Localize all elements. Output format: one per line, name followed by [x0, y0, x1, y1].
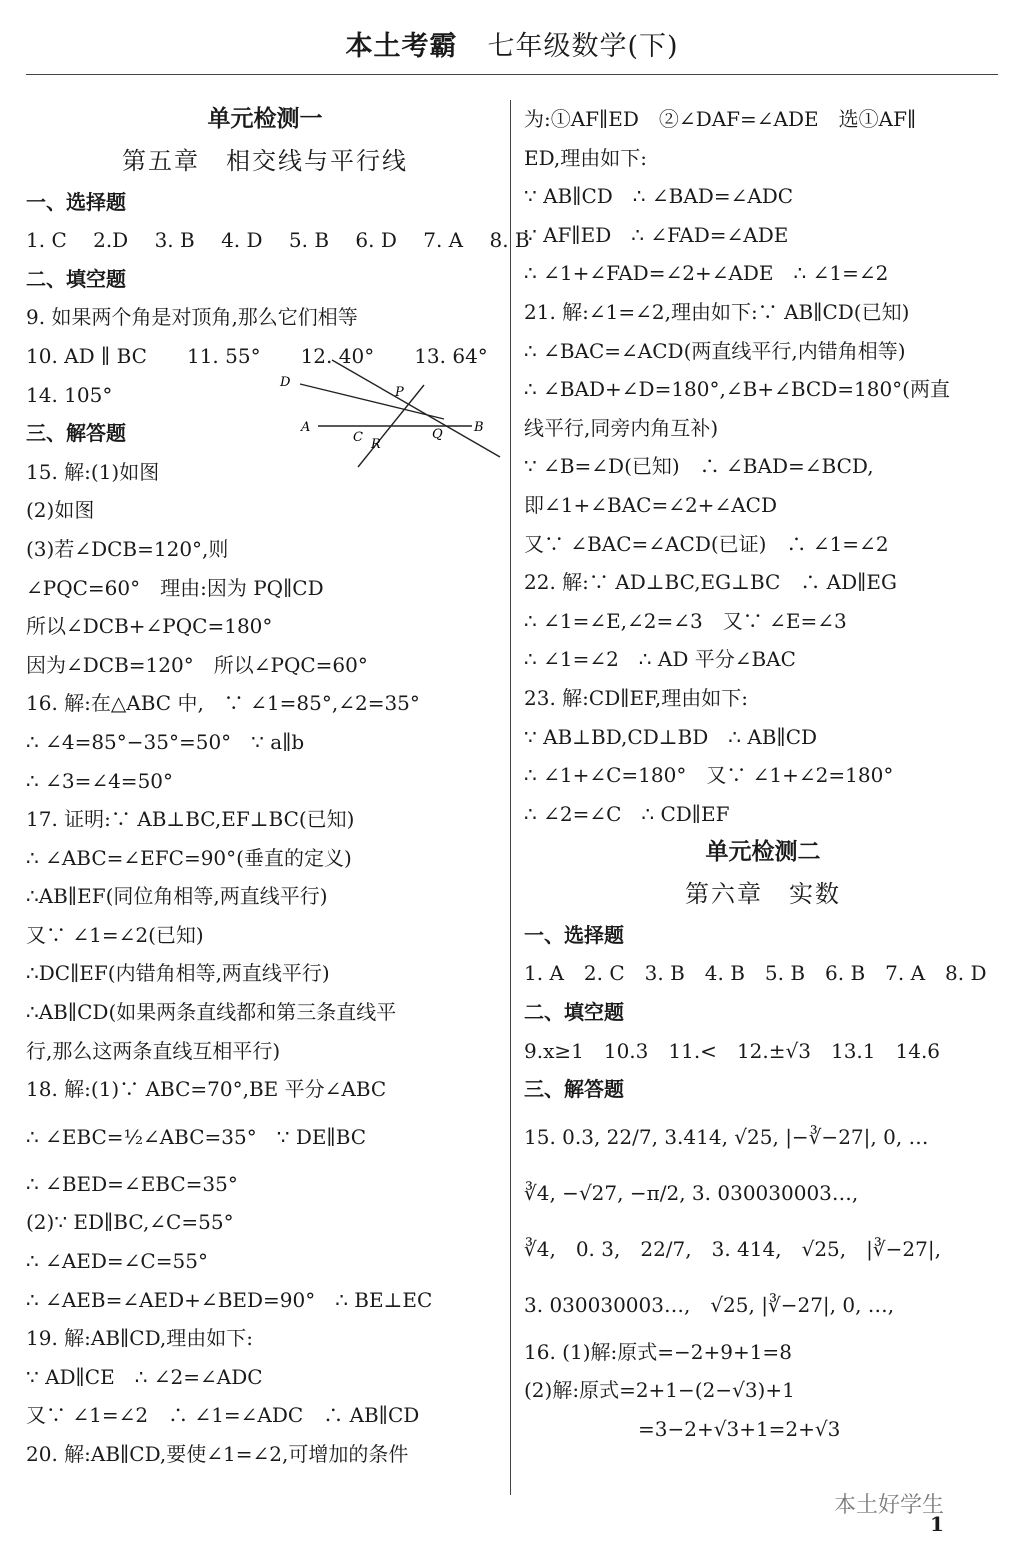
answer-line: ∴ ∠BAC=∠ACD(两直线平行,内错角相等) — [524, 338, 906, 363]
answer-line: 17. 证明:∵ AB⊥BC,EF⊥BC(已知) — [26, 807, 355, 832]
answer-line: ∴ ∠ABC=∠EFC=90°(垂直的定义) — [26, 845, 352, 870]
answer-line: 又∵ ∠1=∠2 ∴ ∠1=∠ADC ∴ AB∥CD — [26, 1403, 420, 1428]
answer-line: 1. C 2.D 3. B 4. D 5. B 6. D 7. A 8. B — [26, 228, 530, 253]
section-heading: 二、填空题 — [524, 1000, 624, 1025]
answer-line: 21. 解:∠1=∠2,理由如下:∵ AB∥CD(已知) — [524, 299, 910, 324]
answer-line: 9. 如果两个角是对顶角,那么它们相等 — [26, 305, 358, 330]
answer-line: ∴ ∠BAD+∠D=180°,∠B+∠BCD=180°(两直 — [524, 377, 950, 402]
fig-label-d: D — [280, 375, 291, 390]
answer-line: ∴ ∠1=∠E,∠2=∠3 又∵ ∠E=∠3 — [524, 608, 847, 633]
left-column — [26, 100, 530, 1474]
answer-line: ∠PQC=60° 理由:因为 PQ∥CD — [26, 575, 324, 600]
fig-label-r: R — [371, 437, 381, 452]
answer-line: ∵ AF∥ED ∴ ∠FAD=∠ADE — [524, 222, 789, 247]
right-column — [524, 100, 1002, 1449]
answer-line: ∴ ∠1+∠FAD=∠2+∠ADE ∴ ∠1=∠2 — [524, 261, 889, 286]
answer-line: 行,那么这两条直线互相平行) — [26, 1038, 281, 1063]
answer-line: ∛4, 0. 3, 22/7, 3. 414, √25, |∛−27|, — [524, 1236, 941, 1261]
answer-line: =3−2+√3+1=2+√3 — [638, 1417, 841, 1442]
answer-line: ∴ ∠BED=∠EBC=35° — [26, 1171, 238, 1196]
answer-line: 23. 解:CD∥EF,理由如下: — [524, 685, 748, 710]
answer-line: 1. A 2. C 3. B 4. B 5. B 6. B 7. A 8. D — [524, 961, 987, 986]
answer-line: 线平行,同旁内角互补) — [524, 415, 719, 440]
answer-line: 14. 105° — [26, 382, 113, 407]
answer-line: ∛4, −√27, −π/2, 3. 030030003…, — [524, 1180, 859, 1205]
answer-line: ∴ ∠2=∠C ∴ CD∥EF — [524, 801, 730, 826]
answer-line: (2)解:原式=2+1−(2−√3)+1 — [524, 1378, 795, 1403]
fig-label-q: Q — [432, 427, 443, 442]
answer-line: ∴ ∠1+∠C=180° 又∵ ∠1+∠2=180° — [524, 763, 894, 788]
page-number: 1 — [930, 1512, 944, 1536]
answer-line: (2)∵ ED∥BC,∠C=55° — [26, 1210, 234, 1235]
answer-line: (2)如图 — [26, 498, 95, 523]
answer-line: 20. 解:AB∥CD,要使∠1=∠2,可增加的条件 — [26, 1442, 409, 1466]
fig-label-c: C — [353, 430, 363, 445]
answer-line: ∴ ∠AEB=∠AED+∠BED=90° ∴ BE⊥EC — [26, 1287, 433, 1312]
section-heading: 三、解答题 — [524, 1077, 624, 1102]
section-heading: 二、填空题 — [26, 266, 126, 291]
fig-label-a: A — [301, 420, 311, 435]
answer-line: ∴DC∥EF(内错角相等,两直线平行) — [26, 961, 330, 986]
answer-line: ∴ ∠3=∠4=50° — [26, 768, 174, 793]
fig-label-b: B — [474, 420, 484, 435]
answer-line: 3. 030030003…, √25, |∛−27|, 0, …, — [524, 1292, 895, 1317]
answer-line: ∴AB∥EF(同位角相等,两直线平行) — [26, 884, 328, 909]
answer-line: 16. 解:在△ABC 中, ∵ ∠1=85°,∠2=35° — [26, 691, 420, 716]
answer-line: ∴ ∠AED=∠C=55° — [26, 1249, 208, 1274]
answer-line: 又∵ ∠1=∠2(已知) — [26, 922, 204, 947]
answer-line: 9.x≥1 10.3 11.< 12.±√3 13.1 14.6 — [524, 1038, 941, 1063]
answer-line: ∴AB∥CD(如果两条直线都和第三条直线平 — [26, 1000, 397, 1025]
chapter-title: 第五章 相交线与平行线 — [122, 146, 408, 175]
unit-title: 单元检测二 — [705, 839, 821, 866]
answer-line: 16. (1)解:原式=−2+9+1=8 — [524, 1339, 792, 1364]
answer-line: 因为∠DCB=120° 所以∠PQC=60° — [26, 652, 368, 677]
answer-line: 22. 解:∵ AD⊥BC,EG⊥BC ∴ AD∥EG — [524, 570, 897, 595]
column-divider — [510, 100, 511, 1495]
section-heading: 一、选择题 — [524, 922, 624, 947]
answer-line: 15. 解:(1)如图 — [26, 459, 160, 484]
answer-line: 19. 解:AB∥CD,理由如下: — [26, 1326, 254, 1351]
book-title: 本土考霸 — [345, 31, 458, 62]
line-d — [300, 384, 444, 419]
fig-label-p: P — [395, 385, 404, 400]
answer-line: 18. 解:(1)∵ ABC=70°,BE 平分∠ABC — [26, 1077, 387, 1102]
answer-line: ∵ AB∥CD ∴ ∠BAD=∠ADC — [524, 184, 794, 209]
answer-line: ED,理由如下: — [524, 145, 648, 170]
answer-line: ∴ ∠EBC=½∠ABC=35° ∵ DE∥BC — [26, 1124, 367, 1149]
unit-title: 单元检测一 — [207, 106, 323, 132]
page-header — [0, 24, 1024, 63]
section-heading: 一、选择题 — [26, 189, 126, 214]
answer-line: 即∠1+∠BAC=∠2+∠ACD — [524, 492, 777, 517]
chapter-title: 第六章 实数 — [685, 879, 841, 908]
answer-line: 又∵ ∠BAC=∠ACD(已证) ∴ ∠1=∠2 — [524, 531, 889, 556]
book-subtitle: 七年级数学(下) — [487, 31, 679, 62]
answer-line: ∴ ∠4=85°−35°=50° ∵ a∥b — [26, 729, 305, 754]
answer-line: 10. AD ∥ BC 11. 55° 12. 40° 13. 64° — [26, 343, 488, 368]
answer-line: 为:①AF∥ED ②∠DAF=∠ADE 选①AF∥ — [524, 107, 917, 131]
answer-line: (3)若∠DCB=120°,则 — [26, 536, 229, 561]
answer-line: ∵ AB⊥BD,CD⊥BD ∴ AB∥CD — [524, 724, 818, 749]
answer-line: 所以∠DCB+∠PQC=180° — [26, 614, 273, 639]
section-heading: 三、解答题 — [26, 421, 126, 446]
answer-line: ∵ ∠B=∠D(已知) ∴ ∠BAD=∠BCD, — [524, 454, 874, 479]
header-rule — [26, 74, 998, 75]
watermark: 本土好学生 — [834, 1493, 945, 1518]
geometry-figure — [252, 355, 484, 475]
answer-line: ∴ ∠1=∠2 ∴ AD 平分∠BAC — [524, 647, 796, 672]
answer-line: ∵ AD∥CE ∴ ∠2=∠ADC — [26, 1364, 263, 1389]
answer-line: 15. 0.3, 22/7, 3.414, √25, |−∛−27|, 0, … — [524, 1124, 929, 1149]
